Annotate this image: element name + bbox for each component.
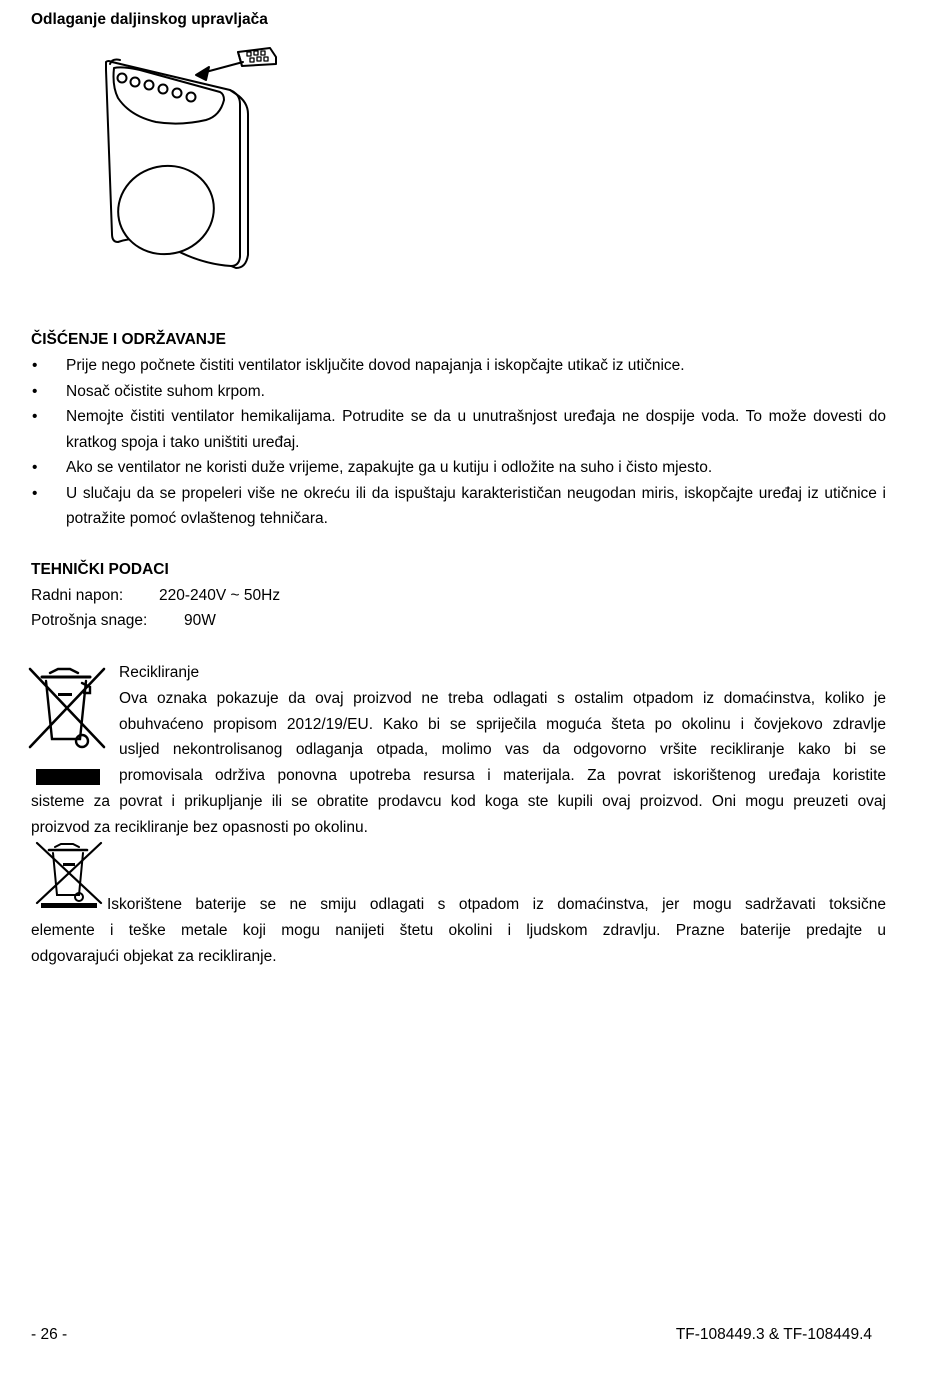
spec-voltage-label: Radni napon: bbox=[31, 587, 124, 604]
page-number: - 26 - bbox=[31, 1326, 68, 1343]
list-item: • U slučaju da se propeleri više ne okreću ili da ispuštaju karakterističan neugodan miris, iskopčajte uređaj iz utičnice i potražite pomoć ovlaštenog tehničara. bbox=[31, 481, 886, 532]
spec-voltage-value: 220-240V ~ 50Hz bbox=[159, 587, 281, 604]
section-heading-specs: TEHNIČKI PODACI bbox=[31, 561, 169, 578]
list-item: • Ako se ventilator ne koristi duže vrijeme, zapakujte ga u kutiju i odložite na suho i čisto mjesto. bbox=[31, 455, 886, 481]
recycling-text-line: sisteme za povrat i prikupljanje ili se obratite prodavcu kod koga ste kupili ovaj proizvod. Oni mogu preuzeti ovaj bbox=[31, 793, 886, 810]
battery-text-line: Iskorištene baterije se ne smiju odlagati s otpadom iz domaćinstva, jer mogu sadržavati toksične bbox=[107, 896, 886, 913]
recycling-title: Recikliranje bbox=[119, 664, 200, 681]
recycling-text-line: proizvod za recikliranje bez opasnosti po okolinu. bbox=[31, 819, 368, 836]
list-item: • Nosač očistite suhom krpom. bbox=[31, 379, 886, 405]
remote-on-fan-illustration bbox=[100, 42, 285, 274]
crossed-bin-battery-icon bbox=[33, 841, 105, 909]
crossed-bin-icon bbox=[28, 665, 108, 787]
cleaning-list bbox=[31, 353, 886, 532]
spec-power-label: Potrošnja snage: bbox=[31, 612, 148, 629]
recycling-text-line: obuhvaćeno propisom 2012/19/EU. Kako bi se spriječila moguća šteta po okolinu i čovjekovo zdravlje bbox=[119, 716, 886, 733]
recycling-text-line: promovisala održiva ponovna upotreba resursa i materijala. Za povrat iskorištenog uređaja koristite bbox=[119, 767, 886, 784]
list-item: • Nemojte čistiti ventilator hemikalijama. Potrudite se da u unutrašnjost uređaja ne dospije voda. To može dovesti do kratkog spoja i tako uništiti uređaj. bbox=[31, 404, 886, 455]
spec-power bbox=[31, 608, 216, 634]
recycling-text-line: usljed nekontrolisanog odlaganja otpada, molimo vas da odgovorno vršite recikliranje kako bi se bbox=[119, 741, 886, 758]
list-item: • Prije nego počnete čistiti ventilator isključite dovod napajanja i iskopčajte utikač iz utičnice. bbox=[31, 353, 886, 379]
recycling-text-line: Ova oznaka pokazuje da ovaj proizvod ne treba odlagati s ostalim otpadom iz domaćinstva, koliko je bbox=[119, 690, 886, 707]
section-heading-remote: Odlaganje daljinskog upravljača bbox=[31, 11, 268, 28]
model-number: TF-108449.3 & TF-108449.4 bbox=[675, 1326, 872, 1343]
section-heading-cleaning: ČIŠĆENJE I ODRŽAVANJE bbox=[31, 331, 226, 348]
spec-voltage bbox=[31, 583, 280, 609]
battery-text-line: odgovarajući objekat za recikliranje. bbox=[31, 948, 277, 965]
battery-text-line: elemente i teške metale koji mogu nanijeti štetu okolini i ljudskom zdravlju. Prazne baterije predajte u bbox=[31, 922, 886, 939]
spec-power-value: 90W bbox=[184, 612, 216, 629]
